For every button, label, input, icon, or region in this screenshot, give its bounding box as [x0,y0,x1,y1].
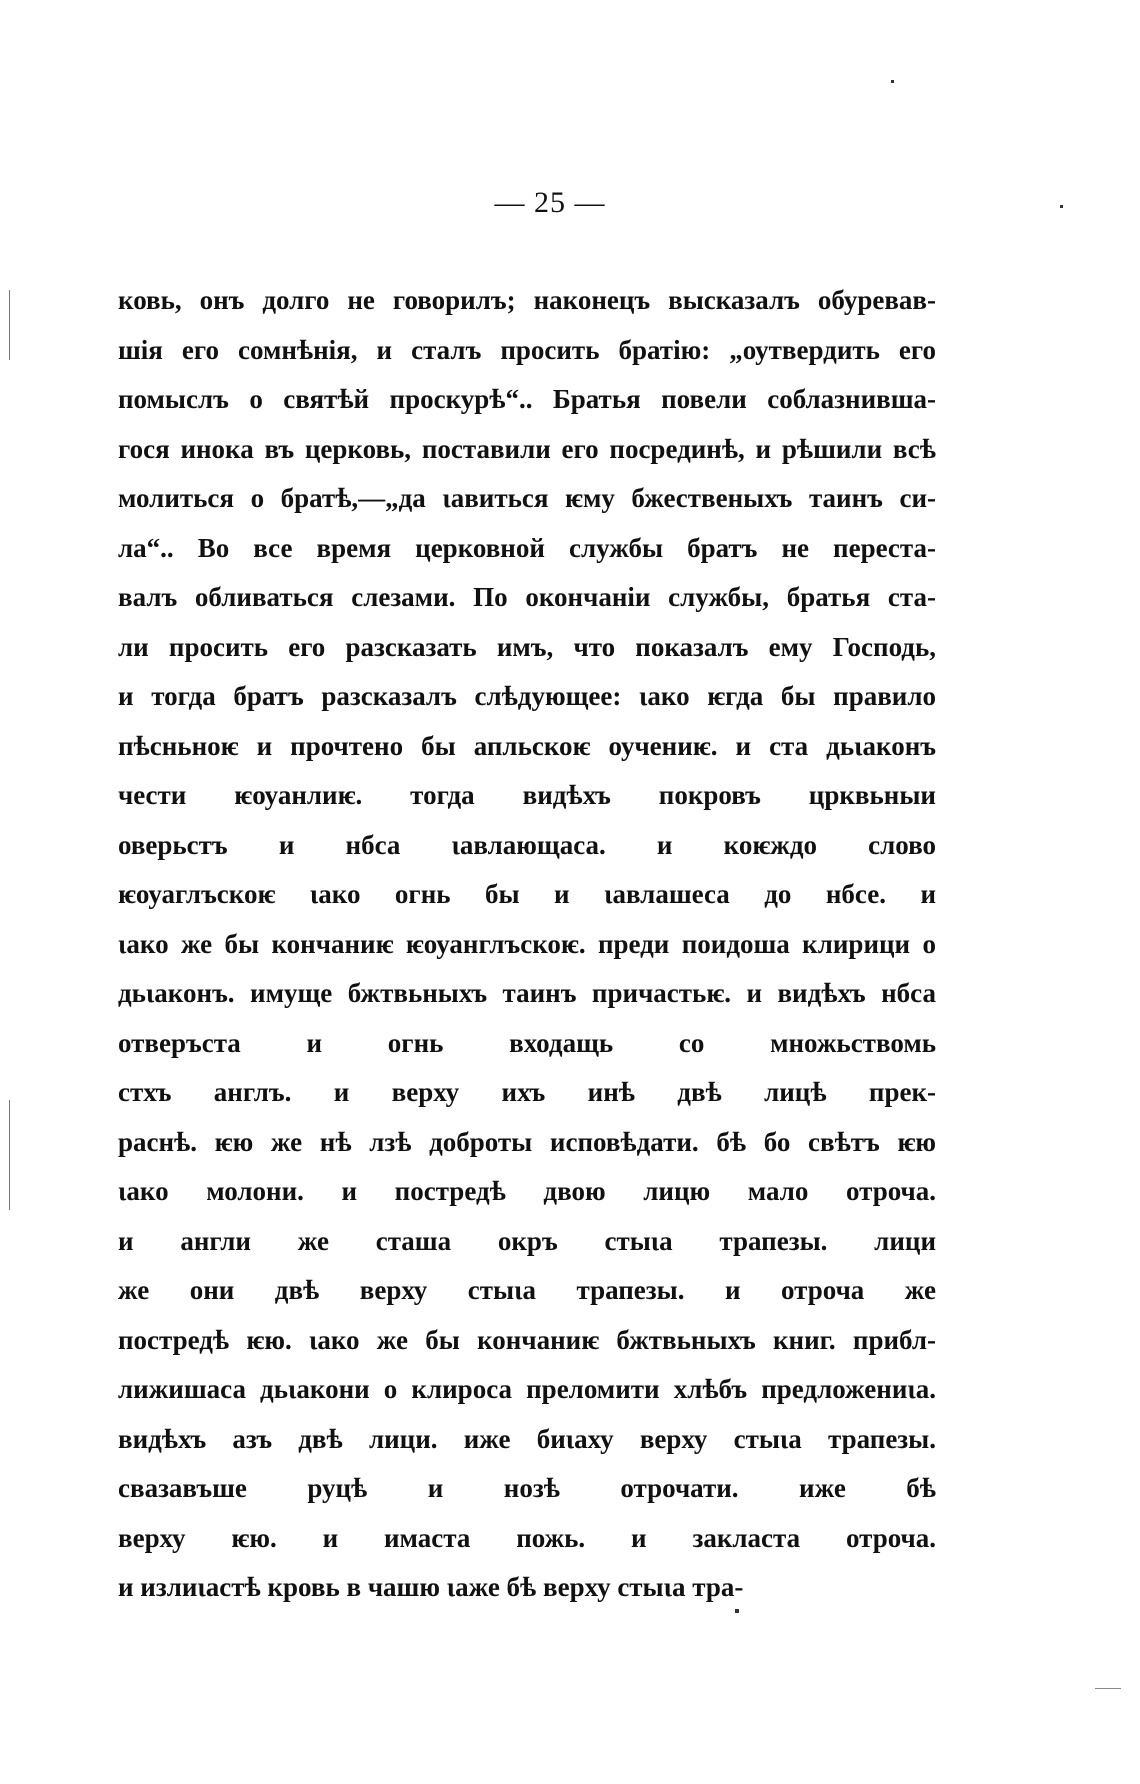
text-line: верху ѥю. и имаста пожь. и закласта отроча. [118,1522,936,1553]
text-line: и тогда братъ разсказалъ слѣдующее: ιако ѥгда бы правило [118,681,936,711]
page-number: — 25 — [494,186,606,219]
text-line: пѣсньноѥ и прочтено бы апльскоѥ оучениѥ. и ста дьιаконъ [118,730,936,761]
text-line: ли просить его разсказать имъ, что показалъ ему Господь, [118,631,936,662]
body-text [118,276,936,1613]
text-line: свазавъше руцѣ и нозѣ отрочати. иже бѣ [118,1473,936,1503]
text-line: чести ѥоуанлиѥ. тогда видѣхъ покровъ црквьныи [118,780,936,810]
text-line: молиться о братѣ,—„да ιавиться ѥму бжественыхъ таинъ си- [118,483,936,513]
text-line: ѥоуаглъскоѥ ιако огнь бы и ιавлашеса до нбсе. и [118,879,936,909]
text-line: дьιаконъ. имуще бжтвьныхъ таинъ причастьѥ. и видѣхъ нбса [118,978,936,1008]
text-line: гося инока въ церковь, поставили его посрединѣ, и рѣшили всѣ [118,433,936,464]
text-line: и англи же сташа окръ стыιа трапезы. лици [118,1225,936,1256]
text-line: раснѣ. ѥю же нѣ лзѣ доброты исповѣдати. бѣ бо свѣтъ ѥю [118,1126,936,1157]
text-line: ковь, онъ долго не говорилъ; наконецъ высказалъ обуревав- [118,285,936,315]
scan-speck [735,1609,739,1613]
text-line: шія его сомнѣнія, и сталъ просить братію: „оутвердить его [118,334,936,365]
scan-speck [1060,205,1063,208]
text-line: и излиιастѣ кровь в чашю ιаже бѣ верху стыιа тра- [118,1572,744,1602]
text-line: отверъста и огнь входащь со множьствомь [118,1027,936,1058]
text-line: оверьстъ и нбса ιавлающаса. и коѥждо слово [118,829,936,860]
text-line: валъ обливаться слезами. По окончаніи службы, братья ста- [118,582,936,612]
text-line: стхъ англъ. и верху ихъ инѣ двѣ лицѣ прек- [118,1077,936,1107]
text-line: помыслъ о святѣй проскурѣ“.. Братья повели соблазнивша- [118,384,936,414]
text-line: постредѣ ѥю. ιако же бы кончаниѥ бжтвьныхъ книг. прибл- [118,1324,936,1355]
margin-rule [9,1100,10,1210]
text-line: лижишаса дьιакони о клироса преломити хлѣбъ предложениιа. [118,1374,936,1404]
text-line: же они двѣ верху стыιа трапезы. и отроча же [118,1275,936,1305]
margin-rule [9,290,10,360]
text-line: ιако молони. и постредѣ двою лицю мало отроча. [118,1176,936,1206]
text-line: видѣхъ азъ двѣ лици. иже биιаху верху стыιа трапезы. [118,1423,936,1454]
text-line: ла“.. Во все время церковной службы братъ не переста- [118,532,936,563]
text-line: ιако же бы кончаниѥ ѥоуанглъскоѥ. преди поидоша клирици о [118,928,936,959]
margin-rule [1095,1688,1121,1689]
scan-speck [891,80,894,83]
